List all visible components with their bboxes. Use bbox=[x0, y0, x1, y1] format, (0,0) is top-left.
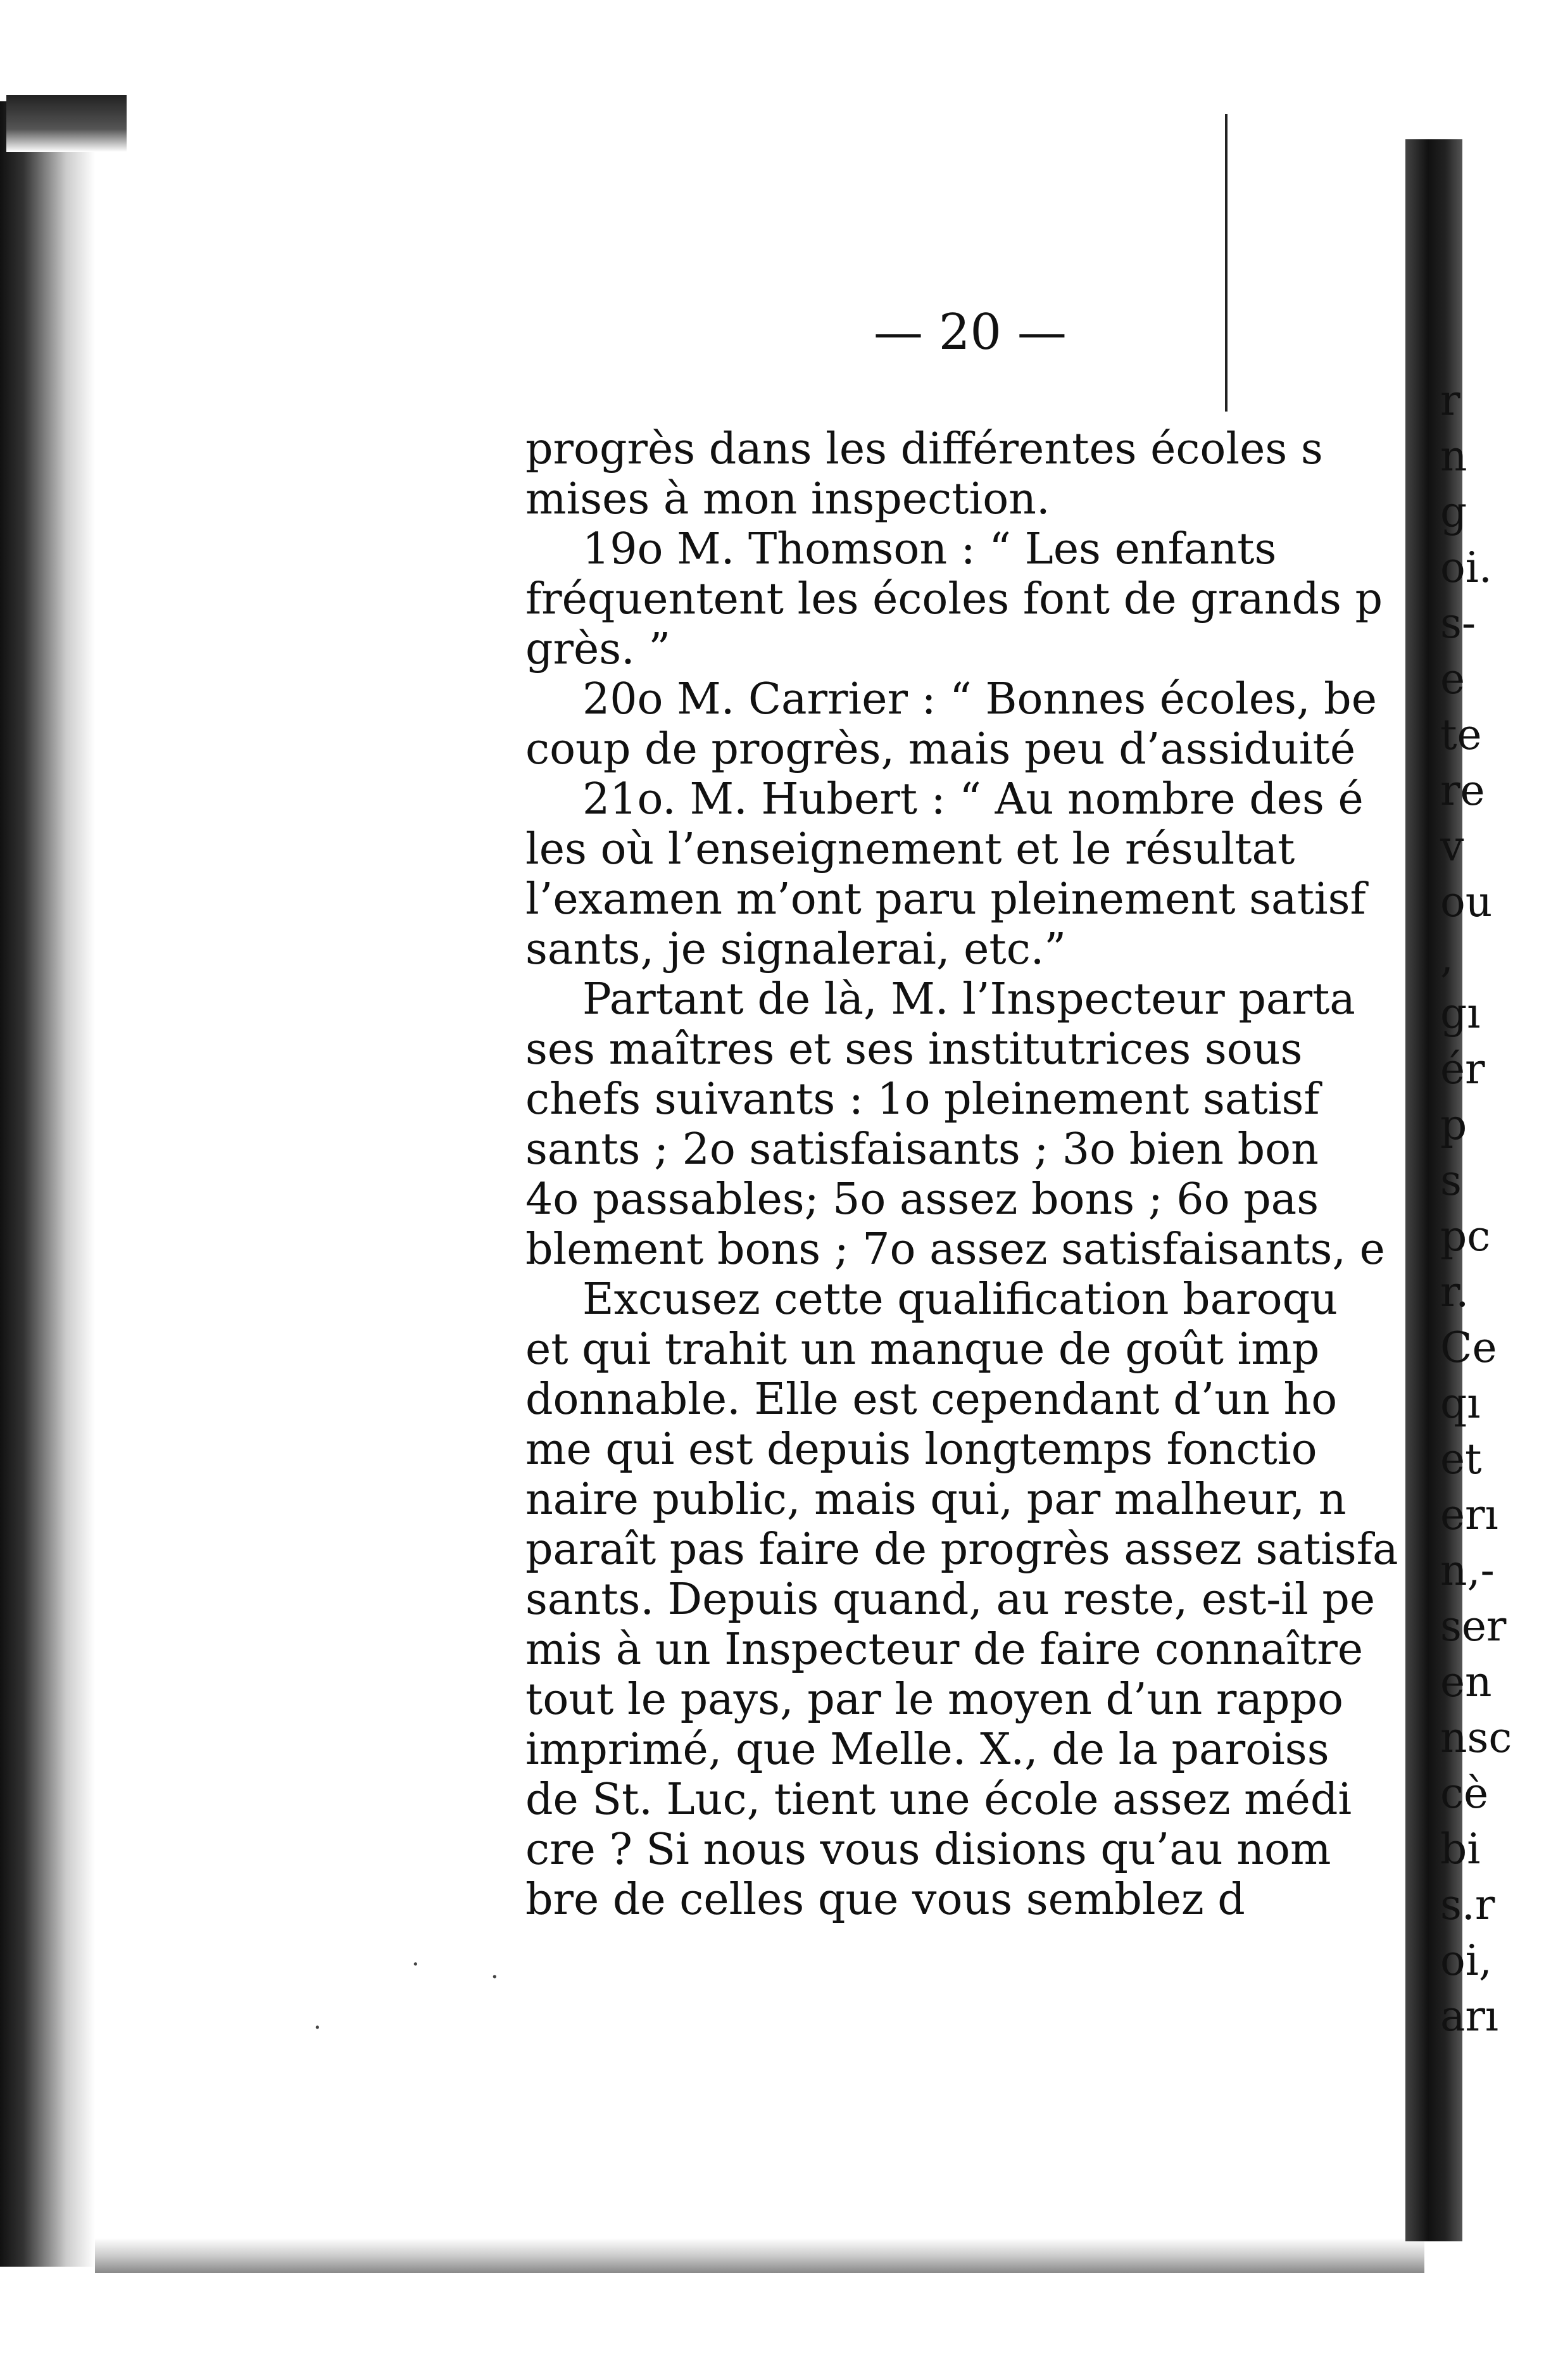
bleed-fragment: p bbox=[1440, 1100, 1467, 1149]
text-line: paraît pas faire de progrès assez satisfa bbox=[525, 1525, 1398, 1575]
bleed-fragment: g bbox=[1440, 488, 1467, 536]
bleed-fragment: ou bbox=[1440, 878, 1493, 926]
text-line: chefs suivants : 1o pleinement satisf bbox=[525, 1074, 1320, 1124]
text-line: fréquentent les écoles font de grands p bbox=[525, 574, 1383, 624]
bleed-fragment: s- bbox=[1440, 599, 1476, 648]
bleed-fragment: re bbox=[1440, 766, 1485, 815]
text-line: tout le pays, par le moyen d’un rappo bbox=[525, 1675, 1343, 1725]
text-line: sants. Depuis quand, au reste, est-il pe bbox=[525, 1575, 1376, 1625]
text-line: blement bons ; 7o assez satisfaisants, e bbox=[525, 1225, 1385, 1275]
text-line: sants ; 2o satisfaisants ; 3o bien bon bbox=[525, 1124, 1319, 1174]
text-line: 4o passables; 5o assez bons ; 6o pas bbox=[525, 1174, 1319, 1225]
text-line: imprimé, que Melle. X., de la paroiss bbox=[525, 1725, 1329, 1775]
text-line: me qui est depuis longtemps fonctio bbox=[525, 1425, 1317, 1475]
text-line: 19o M. Thomson : “ Les enfants bbox=[582, 524, 1277, 574]
text-line: et qui trahit un manque de goût imp bbox=[525, 1325, 1320, 1375]
bleed-fragment: qı bbox=[1440, 1379, 1481, 1428]
bleed-fragment: te bbox=[1440, 710, 1482, 759]
bleed-fragment: nsc bbox=[1440, 1713, 1512, 1762]
bleed-fragment: bi bbox=[1440, 1825, 1481, 1873]
bleed-fragment: gı bbox=[1440, 989, 1481, 1038]
text-line: coup de progrès, mais peu d’assiduité bbox=[525, 724, 1356, 774]
bleed-fragment: , bbox=[1440, 933, 1454, 982]
scan-left-top-shadow bbox=[6, 95, 127, 152]
scan-speck: · bbox=[411, 1950, 420, 1979]
bleed-fragment: et bbox=[1440, 1435, 1482, 1483]
text-line: mis à un Inspecteur de faire connaître bbox=[525, 1625, 1364, 1675]
text-line: ses maîtres et ses institutrices sous bbox=[525, 1024, 1303, 1074]
bleed-fragment: s bbox=[1440, 1156, 1462, 1205]
bleed-fragment: pc bbox=[1440, 1212, 1491, 1261]
text-line: Excusez cette qualification baroqu bbox=[582, 1275, 1338, 1325]
body-text bbox=[525, 424, 1475, 1925]
text-line: Partant de là, M. l’Inspecteur parta bbox=[582, 974, 1355, 1024]
bleed-fragment: ser bbox=[1440, 1602, 1507, 1651]
scan-bottom-edge bbox=[95, 2238, 1424, 2273]
bleed-fragment: n bbox=[1440, 432, 1467, 481]
bleed-fragment: s.r bbox=[1440, 1880, 1495, 1929]
bleed-fragment: r bbox=[1440, 376, 1460, 425]
text-line: de St. Luc, tient une école assez médi bbox=[525, 1775, 1352, 1825]
text-line: progrès dans les différentes écoles s bbox=[525, 424, 1323, 474]
page-fold-line bbox=[1225, 114, 1228, 412]
bleed-fragment: cè bbox=[1440, 1769, 1489, 1818]
text-line: naire public, mais qui, par malheur, n bbox=[525, 1475, 1347, 1525]
text-line: l’examen m’ont paru pleinement satisf bbox=[525, 874, 1366, 924]
bleed-fragment: erı bbox=[1440, 1490, 1498, 1539]
scan-speck: · bbox=[313, 2013, 322, 2043]
bleed-fragment: e bbox=[1440, 655, 1466, 703]
text-line: cre ? Si nous vous disions qu’au nom bbox=[525, 1825, 1331, 1875]
text-line: donnable. Elle est cependant d’un ho bbox=[525, 1375, 1338, 1425]
text-line: bre de celles que vous semblez d bbox=[525, 1875, 1245, 1925]
bleed-fragment: v bbox=[1440, 822, 1464, 871]
text-line: les où l’enseignement et le résultat bbox=[525, 824, 1295, 874]
bleed-fragment: n,- bbox=[1440, 1546, 1495, 1595]
bleed-fragment: oi. bbox=[1440, 543, 1492, 592]
bleed-fragment: arı bbox=[1440, 1992, 1499, 2041]
bleed-fragment: en bbox=[1440, 1658, 1492, 1706]
text-line: sants, je signalerai, etc.” bbox=[525, 924, 1067, 974]
text-line: grès. ” bbox=[525, 624, 671, 674]
bleed-fragment: Ce bbox=[1440, 1323, 1497, 1372]
text-line: mises à mon inspection. bbox=[525, 474, 1050, 524]
text-line: 21o. M. Hubert : “ Au nombre des é bbox=[582, 774, 1364, 824]
page-number: — 20 — bbox=[874, 304, 1067, 361]
scan-speck: · bbox=[491, 1963, 499, 1992]
bleed-fragment: ér bbox=[1440, 1045, 1485, 1093]
bleed-fragment: r. bbox=[1440, 1268, 1469, 1316]
text-line: 20o M. Carrier : “ Bonnes écoles, be bbox=[582, 674, 1377, 724]
bleed-fragment: oi, bbox=[1440, 1936, 1492, 1985]
scan-left-edge bbox=[0, 101, 95, 2267]
